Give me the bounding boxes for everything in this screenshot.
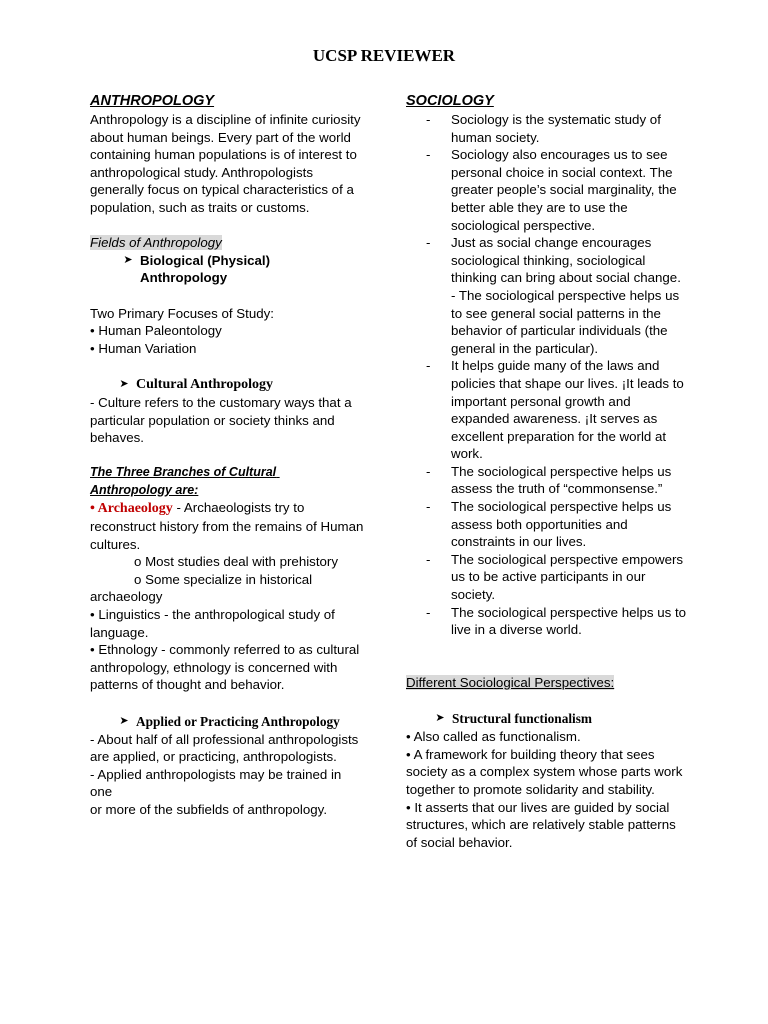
list-item: - The sociological perspective helps us assess the truth of “commonsense.”	[426, 463, 672, 497]
focuses-label: Two Primary Focuses of Study:	[90, 305, 275, 321]
archaeology-term: • Archaeology	[90, 501, 173, 517]
applied-anthropology-item	[90, 712, 366, 731]
cultural-text: - Culture refers to the customary ways that a particular population or society thinks and behaves.	[90, 394, 352, 446]
applied-text: or more of the subfields of anthropology.	[90, 801, 328, 817]
archaeology-sub-item-cont: archaeology	[90, 589, 163, 605]
sf-heading: Structural functionalism	[452, 711, 592, 727]
archaeology-sub-item: o Some specialize in historical	[134, 571, 313, 587]
right-column	[406, 92, 688, 851]
linguistics-item: • Linguistics - the anthropological study of language.	[90, 607, 335, 640]
bio-heading-line-2: Anthropology	[140, 270, 228, 286]
anthropology-intro: Anthropology is a discipline of infinite curiosity about human beings. Every part of the world containing human populations is of interest to anthropological study. Anthropologists generally focus on typical characteristics of a population, such as traits or customs.	[90, 112, 361, 215]
applied-heading: Applied or Practicing Anthropology	[136, 713, 340, 729]
sf-item: • Also called as functionalism.	[406, 729, 581, 745]
arrow-bullet-icon: ➤	[435, 712, 445, 725]
bio-anthropology-item	[90, 252, 366, 287]
list-item: - The sociological perspective helps us to live in a diverse world.	[426, 604, 687, 638]
focus-item: • Human Paleontology	[90, 323, 222, 339]
arrow-bullet-icon: ➤	[123, 253, 133, 266]
branches-heading-line-1: The Three Branches of Cultural	[90, 465, 277, 480]
archaeology-item	[90, 499, 366, 553]
list-item: - It helps guide many of the laws and policies that shape our lives. ¡It leads to important personal growth and expanded awareness. ¡It serves as excellent preparation for the world at work.	[426, 358, 684, 462]
archaeology-sub-item: o Most studies deal with prehistory	[134, 554, 338, 570]
cultural-anthropology-item	[90, 375, 366, 394]
applied-text: - Applied anthropologists may be trained in one	[90, 766, 342, 800]
list-item: - The sociological perspective helps us assess both opportunities and constraints in our lives.	[426, 499, 672, 550]
sociology-heading: SOCIOLOGY	[406, 93, 494, 109]
perspectives-label: Different Sociological Perspectives:	[406, 675, 615, 690]
arrow-bullet-icon: ➤	[119, 714, 129, 727]
ethnology-item: • Ethnology - commonly referred to as cultural anthropology, ethnology is concerned with patterns of thought and behavior.	[90, 642, 360, 693]
sf-item: • A framework for building theory that sees society as a complex system whose parts work together to promote solidarity and stability.	[406, 746, 683, 797]
anthropology-heading: ANTHROPOLOGY	[90, 93, 215, 109]
page-title: UCSP REVIEWER	[312, 46, 456, 65]
branches-heading-line-2: Anthropology are:	[90, 482, 199, 497]
arrow-bullet-icon: ➤	[119, 377, 129, 390]
list-item: - Sociology is the systematic study of human society.	[426, 112, 661, 145]
branches-heading	[90, 464, 366, 499]
applied-text: - About half of all professional anthropologists are applied, or practicing, anthropologists.	[90, 731, 359, 765]
list-sub-item: - The sociological perspective helps us to see general social patterns in the behavior of particular individuals (the general in the particular).	[451, 287, 680, 356]
left-column	[90, 92, 366, 819]
sf-item: • It asserts that our lives are guided by social structures, which are relatively stable patterns of social behavior.	[406, 799, 676, 850]
bio-heading-line-1: Biological (Physical)	[140, 252, 271, 268]
fields-label: Fields of Anthropology	[90, 235, 222, 251]
structural-functionalism-item	[406, 709, 688, 728]
cultural-heading: Cultural Anthropology	[136, 376, 274, 392]
list-item: - Just as social change encourages sociological thinking, sociological thinking can bring about social change. - The sociological perspective helps us to see general social patterns in the behavior of particular individuals (the general in the particular).	[426, 235, 681, 356]
list-item: - Sociology also encourages us to see personal choice in social context. The greater people’s social marginality, the better able they are to use the sociological perspective.	[426, 147, 677, 233]
list-item: - The sociological perspective empowers us to be active participants in our society.	[426, 551, 684, 603]
focus-item: • Human Variation	[90, 340, 197, 356]
archaeology-text: - Archaeologists try to reconstruct history from the remains of Human cultures.	[90, 500, 364, 552]
